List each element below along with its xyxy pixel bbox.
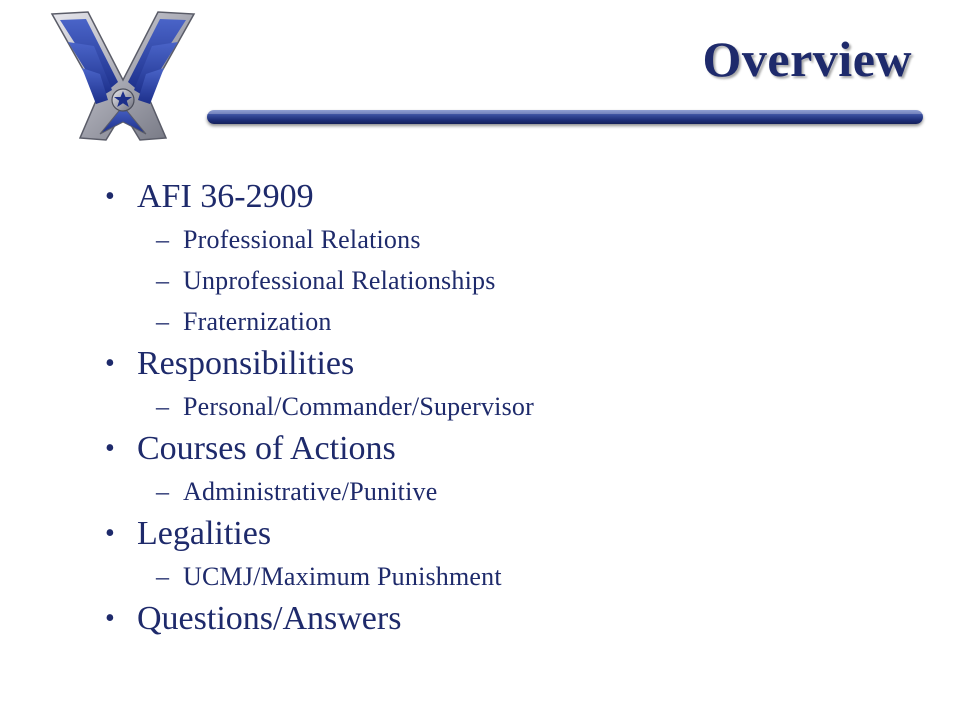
sub-bullet-item xyxy=(100,556,920,597)
dash-icon: – xyxy=(156,477,169,506)
sub-bullet-item xyxy=(100,471,920,512)
dash-icon: – xyxy=(156,266,169,295)
bullet-item-courses-of-actions xyxy=(100,427,920,471)
bullet-list xyxy=(100,175,920,641)
sub-bullet-item xyxy=(100,386,920,427)
air-force-wings-icon xyxy=(48,8,198,148)
sub-bullet-text: UCMJ/Maximum Punishment xyxy=(183,562,502,591)
bullet-text: Questions/Answers xyxy=(137,600,402,637)
bullet-item-questions-answers xyxy=(100,597,920,641)
bullet-item-afi xyxy=(100,175,920,219)
bullet-icon: • xyxy=(105,603,115,634)
bullet-text: AFI 36-2909 xyxy=(137,178,314,215)
sub-bullet-text: Administrative/Punitive xyxy=(183,477,438,506)
sub-bullet-item xyxy=(100,219,920,260)
sub-bullet-item xyxy=(100,260,920,301)
bullet-icon: • xyxy=(105,181,115,212)
sub-bullet-text: Unprofessional Relationships xyxy=(183,266,496,295)
sub-bullet-item xyxy=(100,301,920,342)
bullet-text: Responsibilities xyxy=(137,345,355,382)
page-title: Overview xyxy=(702,31,912,87)
sub-bullet-text: Personal/Commander/Supervisor xyxy=(183,392,534,421)
list-item xyxy=(100,512,920,597)
bullet-item-legalities xyxy=(100,512,920,556)
sub-bullet-text: Professional Relations xyxy=(183,225,421,254)
dash-icon: – xyxy=(156,392,169,421)
bullet-icon: • xyxy=(105,348,115,379)
dash-icon: – xyxy=(156,225,169,254)
dash-icon: – xyxy=(156,307,169,336)
bullet-icon: • xyxy=(105,518,115,549)
list-item xyxy=(100,597,920,641)
list-item xyxy=(100,427,920,512)
dash-icon: – xyxy=(156,562,169,591)
bullet-icon: • xyxy=(105,433,115,464)
list-item xyxy=(100,175,920,342)
bullet-text: Legalities xyxy=(137,515,272,552)
bullet-item-responsibilities xyxy=(100,342,920,386)
title-underline-bar xyxy=(207,110,923,124)
sub-bullet-text: Fraternization xyxy=(183,307,332,336)
list-item xyxy=(100,342,920,427)
bullet-text: Courses of Actions xyxy=(137,430,396,467)
